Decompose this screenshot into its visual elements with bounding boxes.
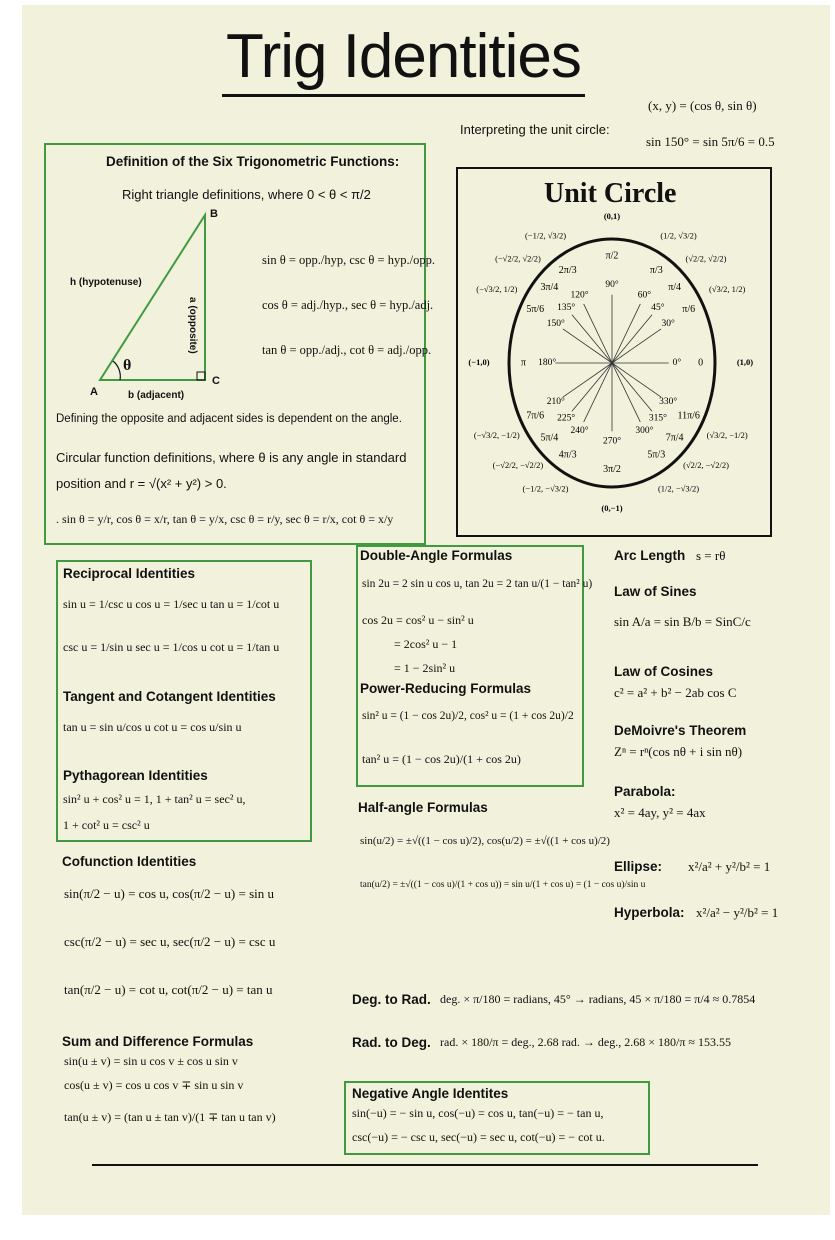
- negative-angle-row1: sin(−u) = − sin u, cos(−u) = cos u, tan(−u) = − tan u,: [352, 1106, 604, 1120]
- sum-difference-row3: tan(u ± v) = (tan u ± tan v)/(1 ∓ tan u tan v): [64, 1110, 276, 1124]
- degree-label: 90°: [605, 280, 619, 291]
- pythagorean-heading: Pythagorean Identities: [63, 768, 208, 783]
- sum-difference-row2: cos(u ± v) = cos u cos v ∓ sin u sin v: [64, 1078, 244, 1092]
- coordinate-label: (1,0): [736, 356, 754, 367]
- coordinate-label: (√2/2, √2/2): [685, 253, 727, 264]
- law-of-sines-label: Law of Sines: [614, 584, 697, 599]
- vertex-b-label: B: [210, 208, 218, 220]
- coordinate-label: (−√2/2, √2/2): [495, 253, 541, 264]
- definitions-heading: Definition of the Six Trigonometric Functions:: [106, 154, 400, 169]
- ellipse-label: Ellipse:: [614, 859, 663, 874]
- double-angle-heading: Double-Angle Formulas: [360, 548, 513, 563]
- right-triangle-diagram: [60, 205, 260, 405]
- radian-label: 5π/4: [540, 432, 559, 444]
- degree-label: 30°: [661, 319, 675, 330]
- law-of-sines-formula: sin A/a = sin B/b = SinC/c: [614, 614, 751, 629]
- reciprocal-row2: csc u = 1/sin u sec u = 1/cos u cot u = 1/tan u: [63, 640, 280, 654]
- radian-label: 7π/4: [665, 432, 684, 444]
- degree-label: 135°: [557, 302, 576, 313]
- sum-difference-heading: Sum and Difference Formulas: [62, 1034, 254, 1049]
- circular-definition-line2: position and r = √(x² + y²) > 0.: [56, 476, 227, 491]
- page-title: Trig Identities: [222, 20, 585, 97]
- degree-label: 300°: [635, 425, 654, 436]
- law-of-cosines-label: Law of Cosines: [614, 664, 714, 679]
- radian-label: π/3: [649, 264, 663, 276]
- sides-note: Defining the opposite and adjacent sides is dependent on the angle.: [56, 413, 402, 425]
- power-reducing-row1: sin² u = (1 − cos 2u)/2, cos² u = (1 + cos 2u)/2: [362, 710, 574, 722]
- vertex-c-label: C: [212, 375, 220, 387]
- radian-label: 4π/3: [558, 449, 577, 461]
- parabola-formula: x² = 4ay, y² = 4ax: [614, 805, 706, 820]
- sum-difference-row1: sin(u ± v) = sin u cos v ± cos u sin v: [64, 1054, 238, 1068]
- vertex-a-label: A: [90, 386, 98, 398]
- negative-angle-heading: Negative Angle Identites: [352, 1086, 509, 1101]
- degree-label: 210°: [546, 397, 565, 408]
- hyperbola-label: Hyperbola:: [614, 905, 685, 920]
- degree-label: 270°: [602, 436, 622, 447]
- circular-definition-formulas: . sin θ = y/r, cos θ = x/r, tan θ = y/x, csc θ = r/y, sec θ = r/x, cot θ = x/y: [56, 512, 394, 526]
- angle-arc: [113, 361, 120, 380]
- right-angle-marker: [197, 372, 205, 380]
- radian-label: π/6: [682, 303, 696, 315]
- half-angle-heading: Half-angle Formulas: [358, 800, 488, 815]
- coordinate-label: (√2/2, −√2/2): [683, 460, 729, 471]
- parabola-label: Parabola:: [614, 784, 676, 799]
- coordinate-label: (−√2/2, −√2/2): [492, 460, 544, 471]
- rad-to-deg-label: Rad. to Deg.: [352, 1035, 431, 1050]
- coordinate-label: (0,−1): [601, 502, 623, 513]
- half-angle-row1: sin(u/2) = ±√((1 − cos u)/2), cos(u/2) = ±√((1 + cos u)/2): [360, 835, 610, 847]
- demoivre-formula: Zⁿ = rⁿ(cos nθ + i sin nθ): [614, 744, 743, 759]
- half-angle-row2: tan(u/2) = ±√((1 − cos u)/(1 + cos u)) = sin u/(1 + cos u) = (1 − cos u)/sin u: [360, 880, 646, 890]
- degree-label: 330°: [659, 397, 678, 408]
- coordinate-label: (−√3/2, 1/2): [476, 283, 518, 294]
- radian-label: π/2: [605, 250, 619, 262]
- degree-label: 315°: [648, 413, 667, 424]
- circular-definition-line1: Circular function definitions, where θ is any angle in standard: [56, 450, 407, 465]
- coordinate-label: (−1,0): [468, 356, 490, 367]
- radian-label: 2π/3: [558, 264, 577, 276]
- degree-label: 0°: [672, 358, 682, 369]
- coordinate-label: (0,1): [603, 210, 621, 221]
- pythagorean-row1: sin² u + cos² u = 1, 1 + tan² u = sec² u,: [63, 792, 246, 806]
- radian-label: 11π/6: [677, 410, 700, 422]
- tangent-row1: tan u = sin u/cos u cot u = cos u/sin u: [63, 720, 242, 734]
- negative-angle-row2: csc(−u) = − csc u, sec(−u) = sec u, cot(−u) = − cot u.: [352, 1130, 605, 1144]
- demoivre-label: DeMoivre's Theorem: [614, 723, 747, 738]
- coordinate-label: (1/2, −√3/2): [657, 483, 700, 494]
- unit-circle-diagram: [456, 167, 768, 533]
- radian-label: 5π/6: [526, 303, 545, 315]
- coordinate-label: (−1/2, −√3/2): [522, 483, 569, 494]
- cofunction-row2: csc(π/2 − u) = sec u, sec(π/2 − u) = csc u: [64, 934, 276, 949]
- cofunction-heading: Cofunction Identities: [62, 854, 197, 869]
- opposite-label: a (opposite): [187, 297, 198, 354]
- unit-circle-coordinate-formula: (x, y) = (cos θ, sin θ): [648, 98, 757, 113]
- radian-label: 7π/6: [526, 410, 545, 422]
- double-angle-row2: cos 2u = cos² u − sin² u: [362, 613, 474, 627]
- deg-to-rad-formula: deg. × π/180 = radians, 45° → radians, 45 × π/180 = π/4 ≈ 0.7854: [440, 992, 756, 1006]
- hyperbola-formula: x²/a² − y²/b² = 1: [696, 905, 779, 920]
- coordinate-label: (√3/2, 1/2): [709, 283, 746, 294]
- coordinate-label: (−1/2, √3/2): [524, 230, 567, 241]
- power-reducing-heading: Power-Reducing Formulas: [360, 681, 532, 696]
- deg-to-rad-label: Deg. to Rad.: [352, 992, 431, 1007]
- radian-label: 5π/3: [647, 449, 666, 461]
- double-angle-row3: = 2cos² u − 1: [394, 637, 458, 651]
- degree-label: 45°: [651, 302, 665, 313]
- sin-csc-definition: sin θ = opp./hyp, csc θ = hyp./opp.: [262, 253, 435, 267]
- pythagorean-row2: 1 + cot² u = csc² u: [63, 818, 150, 832]
- cofunction-row3: tan(π/2 − u) = cot u, cot(π/2 − u) = tan u: [64, 982, 273, 997]
- degree-label: 180°: [538, 358, 557, 369]
- hypotenuse-label: h (hypotenuse): [70, 277, 142, 288]
- theta-label: θ: [123, 357, 132, 374]
- degree-label: 60°: [637, 290, 652, 301]
- law-of-cosines-formula: c² = a² + b² − 2ab cos C: [614, 685, 737, 700]
- bottom-rule: [92, 1164, 758, 1166]
- reciprocal-row1: sin u = 1/csc u cos u = 1/sec u tan u = 1/cot u: [63, 597, 280, 611]
- right-triangle-definition: Right triangle definitions, where 0 < θ < π/2: [122, 187, 371, 202]
- interpreting-label: Interpreting the unit circle:: [460, 122, 610, 137]
- coordinate-label: (−√3/2, −1/2): [473, 429, 520, 440]
- tangent-heading: Tangent and Cotangent Identities: [63, 689, 276, 704]
- degree-label: 240°: [570, 425, 589, 436]
- power-reducing-row2: tan² u = (1 − cos 2u)/(1 + cos 2u): [362, 752, 521, 766]
- radian-label: 3π/4: [540, 281, 559, 293]
- degree-label: 120°: [570, 290, 589, 301]
- coordinate-label: (√3/2, −1/2): [706, 429, 748, 440]
- radian-label: π/4: [668, 281, 682, 293]
- adjacent-label: b (adjacent): [128, 390, 185, 401]
- radian-label: 3π/2: [603, 463, 621, 475]
- unit-circle-example: sin 150° = sin 5π/6 = 0.5: [646, 134, 775, 149]
- tan-cot-definition: tan θ = opp./adj., cot θ = adj./opp.: [262, 343, 432, 357]
- unit-circle-title: Unit Circle: [544, 178, 677, 209]
- arc-length-formula: s = rθ: [696, 548, 726, 563]
- rad-to-deg-formula: rad. × 180/π = deg., 2.68 rad. → deg., 2.68 × 180/π ≈ 153.55: [440, 1035, 731, 1049]
- radian-label: 0: [698, 357, 704, 369]
- reciprocal-heading: Reciprocal Identities: [63, 566, 196, 581]
- ellipse-formula: x²/a² + y²/b² = 1: [688, 859, 771, 874]
- double-angle-row1: sin 2u = 2 sin u cos u, tan 2u = 2 tan u/(1 − tan² u): [362, 578, 593, 590]
- double-angle-row4: = 1 − 2sin² u: [394, 661, 456, 675]
- arc-length-label: Arc Length: [614, 548, 686, 563]
- radian-label: π: [520, 357, 526, 369]
- cofunction-row1: sin(π/2 − u) = cos u, cos(π/2 − u) = sin u: [64, 886, 274, 901]
- cos-sec-definition: cos θ = adj./hyp., sec θ = hyp./adj.: [262, 298, 434, 312]
- degree-label: 225°: [557, 413, 576, 424]
- coordinate-label: (1/2, √3/2): [660, 230, 697, 241]
- degree-label: 150°: [546, 319, 565, 330]
